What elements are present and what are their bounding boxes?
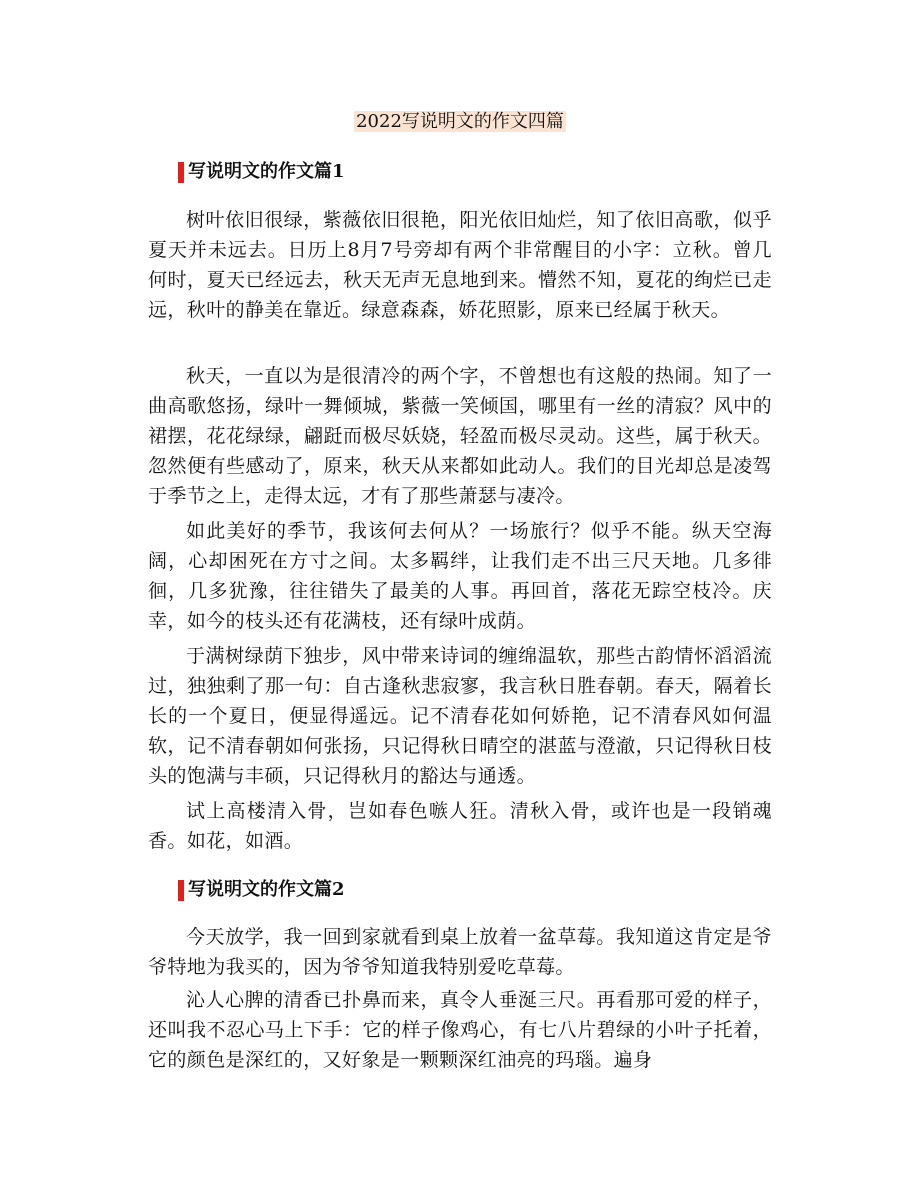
paragraph-1-4: 于满树绿荫下独步，风中带来诗词的缠绵温软，那些古韵情怀滔滔流过，独独剩了那一句：自古逢秋悲寂寥，我言秋日胜春朝。春天，隔着长长的一个夏日，便显得遥远。记不清春花如何娇艳，记不清春风如何温软，记不清春朝如何张扬，只记得秋日晴空的湛蓝与澄澈，只记得秋日枝头的饱满与丰硕，只记得秋月的豁达与通透。: [148, 645, 772, 787]
paragraph-1-1: 树叶依旧很绿，紫薇依旧很艳，阳光依旧灿烂，知了依旧高歌，似乎夏天并未远去。日历上8月7号旁却有两个非常醒目的小字：立秋。曾几何时，夏天已经远去，秋天无声无息地到来。懵然不知，夏花的绚烂已走远，秋叶的静美在靠近。绿意森森，娇花照影，原来已经属于秋天。: [148, 209, 772, 321]
heading-marker-icon: [178, 162, 184, 183]
heading-marker-icon: [178, 880, 184, 901]
paragraph-2-2: 沁人心脾的清香已扑鼻而来，真令人垂涎三尺。再看那可爱的样子，还叫我不忍心马上下手：它的样子像鸡心，有七八片碧绿的小叶子托着，它的颜色是深红的，又好象是一颗颗深红油亮的玛瑙。遍身: [148, 989, 772, 1071]
paragraph-1-3: 如此美好的季节，我该何去何从？一场旅行？似乎不能。纵天空海阔，心却困死在方寸之间。太多羁绊，让我们走不出三尺天地。几多徘徊，几多犹豫，往往错失了最美的人事。再回首，落花无踪空枝冷。庆幸，如今的枝头还有花满枝，还有绿叶成荫。: [148, 520, 772, 632]
section-heading-1: [178, 158, 345, 186]
paragraph-1-5: 试上高楼清入骨，岂如春色嗾人狂。清秋入骨，或许也是一段销魂香。如花，如酒。: [148, 800, 772, 852]
section-heading-1-text: 写说明文的作文篇1: [188, 161, 345, 182]
paragraph-1-2: 秋天，一直以为是很清冷的两个字，不曾想也有这般的热闹。知了一曲高歌悠扬，绿叶一舞倾城，紫薇一笑倾国，哪里有一丝的清寂？风中的裙摆，花花绿绿，翩跹而极尽妖娆，轻盈而极尽灵动。这些，属于秋天。忽然便有些感动了，原来，秋天从来都如此动人。我们的目光却总是凌驾于季节之上，走得太远，才有了那些萧瑟与凄冷。: [148, 365, 772, 507]
document-title-text: 2022写说明文的作文四篇: [356, 111, 564, 132]
paragraph-2-1: 今天放学，我一回到家就看到桌上放着一盆草莓。我知道这肯定是爷爷特地为我买的，因为爷爷知道我特别爱吃草莓。: [148, 926, 772, 978]
document-title: [0, 108, 920, 136]
section-heading-2: [178, 876, 345, 904]
section-heading-2-text: 写说明文的作文篇2: [188, 879, 345, 900]
